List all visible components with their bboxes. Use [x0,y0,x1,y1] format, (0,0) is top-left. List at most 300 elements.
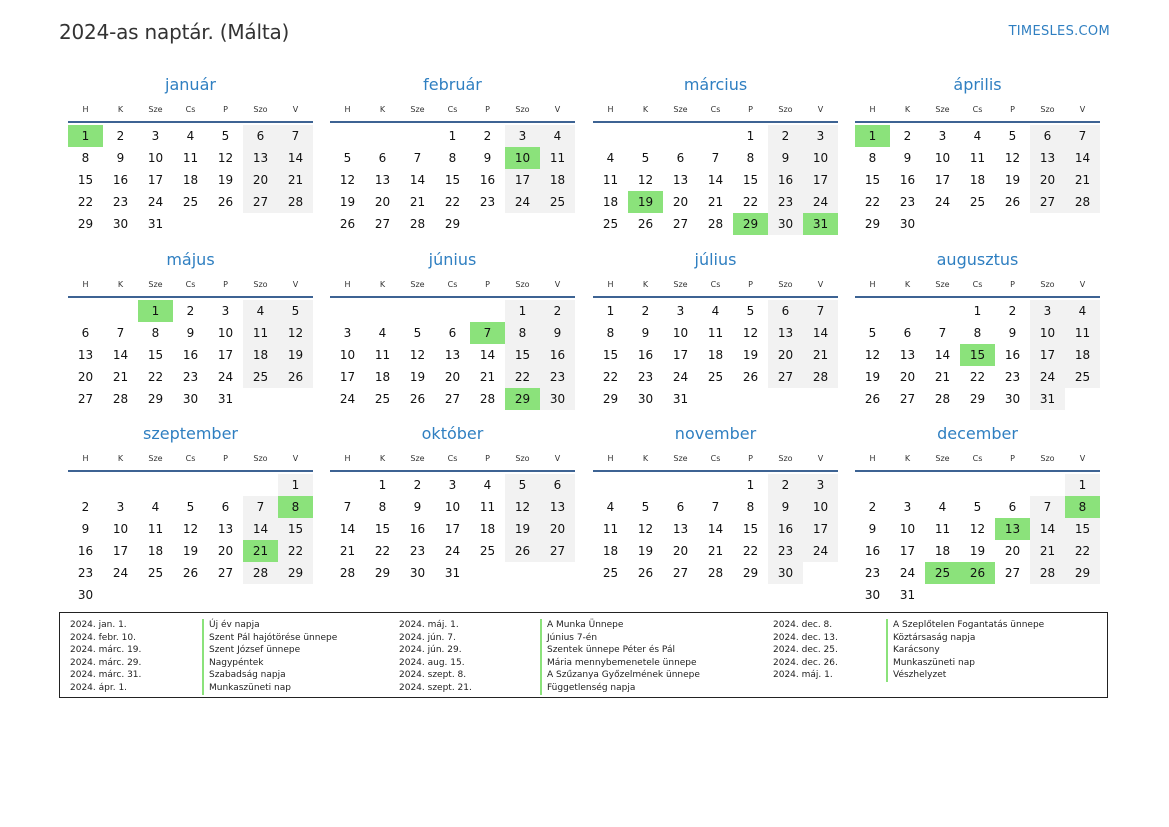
empty-cell [68,474,103,496]
day-cell: 3 [448,478,457,492]
weekday-label: P [223,105,228,114]
day-cell: 3 [116,500,125,514]
weekday-label: Cs [710,280,721,289]
empty-cell [960,474,995,496]
weekday-label: Cs [710,454,721,463]
month-divider [68,121,313,123]
empty-cell [365,125,400,147]
day-cell: 8 [606,326,615,340]
day-cell: 10 [339,348,356,362]
day-cell: 18 [602,544,619,558]
day-cell: 21 [339,544,356,558]
day-cell: 18 [969,173,986,187]
month-divider [593,296,838,298]
day-cell: 9 [768,147,803,169]
month-szeptember [68,420,313,606]
weekday-label: Sze [410,280,425,289]
weekday-label: H [607,105,614,114]
day-cell: 18 [602,195,619,209]
month-divider [330,296,575,298]
day-cell: 31 [672,392,689,406]
day-cell: 3 [803,125,838,147]
day-cell: 27 [77,392,94,406]
weekday-label: V [554,454,561,463]
weekday-label: H [344,454,351,463]
days-grid [855,474,1100,606]
weekday-label: Cs [185,105,196,114]
day-cell: 25 [374,392,391,406]
day-cell: 25 [1065,366,1100,388]
day-cell: 8 [448,151,457,165]
day-cell: 17 [672,348,689,362]
day-cell: 29 [864,217,881,231]
day-cell: 9 [540,322,575,344]
day-cell: 22 [278,540,313,562]
day-cell: 16 [637,348,654,362]
month-name: július [694,250,737,269]
day-cell: 6 [448,326,457,340]
weekday-label: H [869,280,876,289]
legend-date: 2024. márc. 19. [70,645,142,656]
empty-cell [1030,474,1065,496]
day-cell: 7 [803,300,838,322]
day-cell: 10 [147,151,164,165]
days-grid [330,125,575,235]
day-cell: 14 [707,522,724,536]
day-cell: 6 [676,500,685,514]
weekday-label: Sze [935,105,950,114]
day-cell: 5 [186,500,195,514]
day-cell: 10 [899,522,916,536]
day-cell: 16 [409,522,426,536]
day-cell: 15 [864,173,881,187]
day-cell: 11 [934,522,951,536]
day-cell: 28 [112,392,129,406]
legend-holiday-name: Karácsony [886,644,940,657]
day-cell: 1 [278,474,313,496]
page-title: 2024-as naptár. (Málta) [59,20,290,44]
day-cell: 8 [746,500,755,514]
day-cell: 13 [672,522,689,536]
day-cell: 4 [243,300,278,322]
day-cell: 12 [864,348,881,362]
day-cell: 8 [973,326,982,340]
day-cell: 10 [672,326,689,340]
day-cell: 28 [479,392,496,406]
holiday-day: 8 [278,496,313,518]
empty-cell [593,125,628,147]
day-cell: 18 [540,169,575,191]
day-cell: 20 [540,518,575,540]
weekday-label: Sze [410,105,425,114]
day-cell: 6 [221,500,230,514]
empty-cell [628,474,663,496]
day-cell: 14 [339,522,356,536]
weekday-label: V [1079,454,1086,463]
day-cell: 7 [1065,125,1100,147]
day-cell: 17 [934,173,951,187]
weekday-label: P [485,454,490,463]
weekday-label: Cs [972,105,983,114]
day-cell: 16 [899,173,916,187]
empty-cell [330,125,365,147]
weekday-label: Cs [447,280,458,289]
day-cell: 17 [217,348,234,362]
weekday-label: Sze [935,280,950,289]
day-cell: 1 [973,304,982,318]
weekday-label: Szo [253,105,268,114]
day-cell: 24 [339,392,356,406]
weekday-label: H [344,280,351,289]
day-cell: 6 [1030,125,1065,147]
day-cell: 22 [505,366,540,388]
day-cell: 21 [479,370,496,384]
month-name: április [953,75,1002,94]
empty-cell [330,474,365,496]
day-cell: 3 [803,474,838,496]
day-cell: 18 [374,370,391,384]
day-cell: 17 [147,173,164,187]
day-cell: 23 [637,370,654,384]
legend-date: 2024. máj. 1. [399,620,459,630]
day-cell: 9 [413,500,422,514]
empty-cell [628,125,663,147]
legend-date: 2024. máj. 1. [773,670,833,681]
holiday-day: 1 [68,125,103,147]
weekday-label: K [904,105,911,114]
day-cell: 27 [217,566,234,580]
legend-holiday-name: Nagypéntek [202,657,264,670]
day-cell: 17 [803,518,838,540]
day-cell: 15 [742,173,759,187]
day-cell: 11 [602,522,619,536]
holiday-day: 19 [628,191,663,213]
day-cell: 5 [1008,129,1017,143]
weekday-label: K [117,280,124,289]
day-cell: 16 [864,544,881,558]
empty-cell [400,300,435,322]
day-cell: 19 [339,195,356,209]
day-cell: 24 [147,195,164,209]
day-cell: 27 [374,217,391,231]
day-cell: 6 [540,474,575,496]
day-cell: 29 [147,392,164,406]
day-cell: 23 [899,195,916,209]
month-március [593,71,838,235]
weekday-label: K [642,454,649,463]
day-cell: 29 [374,566,391,580]
day-cell: 25 [602,566,619,580]
day-cell: 21 [1065,169,1100,191]
day-cell: 27 [899,392,916,406]
day-cell: 28 [803,366,838,388]
day-cell: 22 [374,544,391,558]
day-cell: 10 [1030,322,1065,344]
day-cell: 23 [1004,370,1021,384]
day-cell: 4 [540,125,575,147]
day-cell: 24 [444,544,461,558]
days-grid [68,300,313,410]
brand-link[interactable]: TIMESLES.COM [1008,24,1110,39]
day-cell: 25 [147,566,164,580]
empty-cell [470,300,505,322]
holiday-day: 21 [243,540,278,562]
day-cell: 23 [864,566,881,580]
weekday-label: V [292,105,299,114]
day-cell: 28 [934,392,951,406]
legend-date: 2024. dec. 8. [773,620,833,630]
day-cell: 12 [505,496,540,518]
day-cell: 6 [243,125,278,147]
day-cell: 17 [803,169,838,191]
day-cell: 19 [409,370,426,384]
weekday-label: V [817,280,824,289]
day-cell: 27 [540,540,575,562]
day-cell: 6 [81,326,90,340]
empty-cell [698,125,733,147]
day-cell: 2 [1008,304,1017,318]
empty-cell [103,300,138,322]
day-cell: 21 [1030,540,1065,562]
day-cell: 2 [483,129,492,143]
month-divider [855,121,1100,123]
month-name: január [165,75,216,94]
day-cell: 28 [243,562,278,584]
day-cell: 27 [672,566,689,580]
legend-holiday-name: Szentek ünnepe Péter és Pál [540,644,675,657]
empty-cell [138,474,173,496]
weekday-label: Szo [1040,280,1055,289]
empty-cell [925,474,960,496]
day-cell: 29 [278,562,313,584]
month-name: szeptember [142,424,238,443]
month-divider [330,121,575,123]
month-divider [855,296,1100,298]
day-cell: 27 [1030,191,1065,213]
day-cell: 22 [147,370,164,384]
day-cell: 1 [1065,474,1100,496]
day-cell: 13 [77,348,94,362]
day-cell: 5 [413,326,422,340]
day-cell: 14 [112,348,129,362]
month-name: június [428,250,477,269]
day-cell: 13 [672,173,689,187]
day-cell: 20 [374,195,391,209]
weekday-label: Sze [935,454,950,463]
empty-cell [68,300,103,322]
day-cell: 6 [676,151,685,165]
legend-holiday-name: Köztársaság napja [886,632,975,645]
empty-cell [995,474,1030,496]
day-cell: 20 [1004,544,1021,558]
weekday-label: Szo [1040,105,1055,114]
day-cell: 5 [343,151,352,165]
legend-holiday-name: A Munka Ünnepe [540,619,623,632]
day-cell: 5 [278,300,313,322]
day-cell: 28 [1030,562,1065,584]
day-cell: 23 [112,195,129,209]
day-cell: 18 [934,544,951,558]
empty-cell [698,474,733,496]
weekday-label: H [607,280,614,289]
day-cell: 13 [768,322,803,344]
day-cell: 31 [899,588,916,602]
days-grid [330,474,575,584]
day-cell: 9 [868,522,877,536]
weekday-label: Sze [148,454,163,463]
day-cell: 4 [483,478,492,492]
day-cell: 7 [938,326,947,340]
days-grid [593,125,838,235]
day-cell: 29 [77,217,94,231]
legend-date: 2024. márc. 29. [70,657,142,668]
day-cell: 1 [606,304,615,318]
weekday-header [330,448,575,470]
day-cell: 20 [217,544,234,558]
legend-date: 2024. márc. 31. [70,670,142,681]
month-augusztus [855,246,1100,410]
weekday-label: H [869,454,876,463]
month-április [855,71,1100,235]
day-cell: 26 [409,392,426,406]
day-cell: 25 [479,544,496,558]
day-cell: 26 [505,540,540,562]
day-cell: 16 [1004,348,1021,362]
day-cell: 13 [444,348,461,362]
day-cell: 13 [217,522,234,536]
day-cell: 13 [1030,147,1065,169]
day-cell: 24 [1030,366,1065,388]
month-name: október [421,424,484,443]
day-cell: 14 [934,348,951,362]
day-cell: 26 [742,370,759,384]
day-cell: 22 [602,370,619,384]
empty-cell [435,300,470,322]
legend-holiday-name: Új év napja [202,619,260,632]
weekday-label: Szo [515,454,530,463]
day-cell: 7 [116,326,125,340]
weekday-label: Cs [447,454,458,463]
day-cell: 15 [602,348,619,362]
weekday-label: Cs [972,454,983,463]
legend-date: 2024. jún. 7. [399,632,456,643]
holiday-day: 25 [925,562,960,584]
day-cell: 8 [151,326,160,340]
day-cell: 31 [147,217,164,231]
month-divider [68,470,313,472]
day-cell: 12 [637,173,654,187]
day-cell: 25 [602,217,619,231]
day-cell: 12 [409,348,426,362]
day-cell: 2 [868,500,877,514]
day-cell: 27 [768,366,803,388]
day-cell: 30 [182,392,199,406]
day-cell: 14 [707,173,724,187]
day-cell: 5 [221,129,230,143]
day-cell: 22 [1065,540,1100,562]
day-cell: 2 [768,474,803,496]
weekday-label: V [292,280,299,289]
weekday-label: Sze [673,280,688,289]
empty-cell [855,300,890,322]
weekday-label: V [817,105,824,114]
day-cell: 12 [339,173,356,187]
holiday-day: 10 [505,147,540,169]
weekday-label: Szo [253,454,268,463]
day-cell: 16 [182,348,199,362]
day-cell: 19 [1004,173,1021,187]
day-cell: 22 [444,195,461,209]
day-cell: 10 [112,522,129,536]
weekday-header [68,99,313,121]
weekday-label: Szo [1040,454,1055,463]
weekday-header [593,274,838,296]
weekday-header [855,274,1100,296]
day-cell: 27 [1004,566,1021,580]
weekday-label: H [82,280,89,289]
month-name: május [166,250,215,269]
day-cell: 12 [217,151,234,165]
day-cell: 26 [637,217,654,231]
day-cell: 4 [973,129,982,143]
legend-date: 2024. ápr. 1. [70,683,128,693]
weekday-label: Szo [778,454,793,463]
day-cell: 1 [378,478,387,492]
empty-cell [173,474,208,496]
day-cell: 17 [444,522,461,536]
weekday-label: Sze [673,454,688,463]
day-cell: 20 [77,370,94,384]
weekday-label: P [485,280,490,289]
day-cell: 30 [409,566,426,580]
weekday-label: Cs [185,280,196,289]
holiday-day: 8 [1065,496,1100,518]
day-cell: 25 [969,195,986,209]
holiday-day: 29 [733,213,768,235]
day-cell: 18 [147,544,164,558]
month-november [593,420,838,584]
day-cell: 29 [1065,562,1100,584]
weekday-header [855,448,1100,470]
day-cell: 21 [409,195,426,209]
day-cell: 18 [1065,344,1100,366]
weekday-label: Cs [972,280,983,289]
holiday-day: 31 [803,213,838,235]
holiday-day: 1 [855,125,890,147]
day-cell: 14 [409,173,426,187]
day-cell: 3 [221,304,230,318]
day-cell: 26 [1004,195,1021,209]
day-cell: 31 [1030,388,1065,410]
day-cell: 11 [707,326,724,340]
day-cell: 29 [969,392,986,406]
day-cell: 24 [112,566,129,580]
day-cell: 7 [711,500,720,514]
legend-holiday-name: Munkaszüneti nap [886,657,975,670]
day-cell: 4 [606,151,615,165]
month-name: március [683,75,748,94]
day-cell: 18 [182,173,199,187]
day-cell: 23 [77,566,94,580]
day-cell: 12 [742,326,759,340]
day-cell: 16 [768,169,803,191]
day-cell: 23 [409,544,426,558]
day-cell: 21 [803,344,838,366]
day-cell: 4 [151,500,160,514]
days-grid [855,125,1100,235]
day-cell: 24 [217,370,234,384]
month-name: december [937,424,1018,443]
